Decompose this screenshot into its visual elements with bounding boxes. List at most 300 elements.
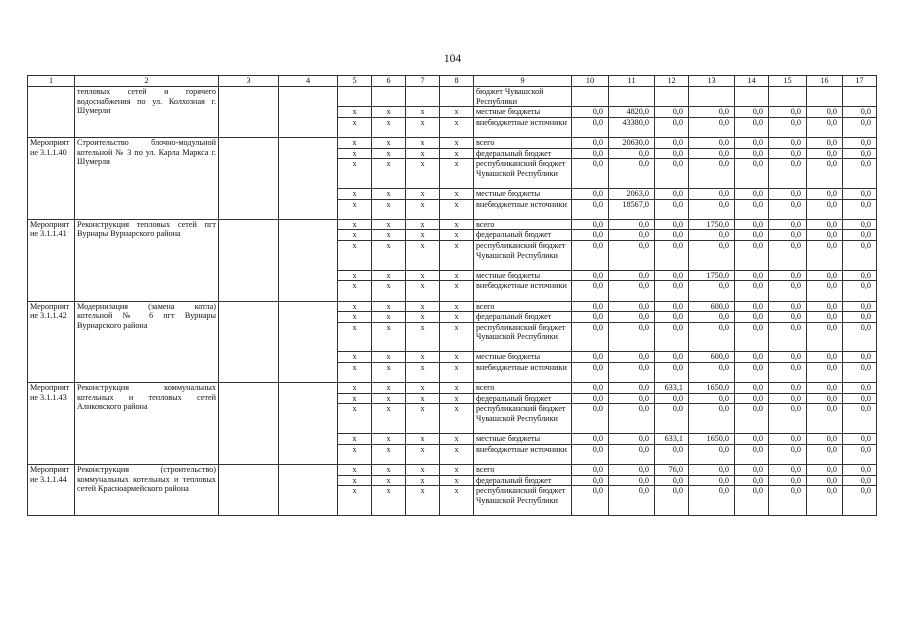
value-cell (735, 87, 769, 107)
code-cell: x (372, 281, 406, 301)
value-cell: 0,0 (735, 486, 769, 516)
funding-source: внебюджетные источники (474, 363, 572, 383)
value-cell: 0,0 (572, 270, 609, 281)
value-cell (807, 87, 843, 107)
value-cell: 0,0 (807, 465, 843, 476)
funding-source: федеральный бюджет (474, 393, 572, 404)
value-cell: 0,0 (735, 322, 769, 352)
value-cell: 76,0 (655, 465, 689, 476)
value-cell: 0,0 (609, 148, 655, 159)
value-cell: 1650,0 (689, 383, 735, 394)
value-cell: 0,0 (655, 393, 689, 404)
code-cell: x (372, 137, 406, 148)
code-cell: x (372, 434, 406, 445)
code-cell: x (338, 486, 372, 516)
value-cell: 0,0 (689, 486, 735, 516)
column-number-12: 12 (655, 76, 689, 87)
value-cell: 0,0 (769, 444, 807, 464)
code-cell: x (372, 465, 406, 476)
value-cell (572, 87, 609, 107)
budget-table (27, 75, 877, 516)
code-cell: x (372, 240, 406, 270)
value-cell: 0,0 (735, 393, 769, 404)
code-cell: x (440, 404, 474, 434)
value-cell: 0,0 (609, 404, 655, 434)
column-number-1: 1 (28, 76, 75, 87)
value-cell: 0,0 (572, 486, 609, 516)
value-cell: 0,0 (572, 219, 609, 230)
value-cell: 0,0 (655, 486, 689, 516)
value-cell: 0,0 (843, 312, 877, 323)
funding-source: всего (474, 383, 572, 394)
code-cell: x (406, 188, 440, 199)
code-cell: x (406, 281, 440, 301)
page-number: 104 (443, 53, 462, 65)
value-cell: 0,0 (735, 281, 769, 301)
code-cell: x (406, 137, 440, 148)
value-cell: 0,0 (572, 188, 609, 199)
value-cell: 18567,0 (609, 199, 655, 219)
value-cell: 0,0 (655, 444, 689, 464)
code-cell: x (440, 322, 474, 352)
value-cell: 0,0 (572, 230, 609, 241)
value-cell: 0,0 (769, 107, 807, 118)
code-cell: x (338, 404, 372, 434)
code-cell: x (338, 465, 372, 476)
code-cell: x (406, 393, 440, 404)
value-cell: 0,0 (689, 188, 735, 199)
value-cell: 0,0 (655, 240, 689, 270)
code-cell: x (406, 219, 440, 230)
value-cell: 0,0 (735, 107, 769, 118)
value-cell: 0,0 (572, 465, 609, 476)
value-cell: 0,0 (769, 137, 807, 148)
value-cell: 0,0 (769, 159, 807, 189)
code-cell (406, 87, 440, 107)
value-cell: 0,0 (572, 404, 609, 434)
code-cell: x (372, 270, 406, 281)
value-cell: 0,0 (843, 383, 877, 394)
value-cell: 0,0 (769, 188, 807, 199)
value-cell: 0,0 (843, 107, 877, 118)
value-cell: 0,0 (843, 352, 877, 363)
value-cell: 1750,0 (689, 219, 735, 230)
value-cell: 0,0 (769, 219, 807, 230)
value-cell: 0,0 (689, 230, 735, 241)
value-cell: 0,0 (735, 219, 769, 230)
funding-source: местные бюджеты (474, 270, 572, 281)
value-cell: 0,0 (655, 312, 689, 323)
value-cell: 0,0 (689, 404, 735, 434)
column-number-2: 2 (75, 76, 219, 87)
value-cell: 0,0 (655, 159, 689, 189)
value-cell: 0,0 (807, 444, 843, 464)
code-cell: x (406, 444, 440, 464)
value-cell: 0,0 (807, 404, 843, 434)
code-cell: x (372, 107, 406, 118)
value-cell: 0,0 (689, 117, 735, 137)
value-cell: 0,0 (769, 465, 807, 476)
value-cell: 0,0 (807, 230, 843, 241)
value-cell: 0,0 (843, 137, 877, 148)
value-cell: 4820,0 (609, 107, 655, 118)
value-cell: 0,0 (572, 475, 609, 486)
funding-source: внебюджетные источники (474, 444, 572, 464)
column-4-cell (279, 383, 338, 465)
column-number-10: 10 (572, 76, 609, 87)
funding-source: местные бюджеты (474, 107, 572, 118)
value-cell: 0,0 (807, 188, 843, 199)
value-cell: 0,0 (689, 322, 735, 352)
value-cell: 0,0 (655, 188, 689, 199)
value-cell: 0,0 (769, 434, 807, 445)
code-cell: x (406, 322, 440, 352)
value-cell: 0,0 (807, 148, 843, 159)
column-number-16: 16 (807, 76, 843, 87)
value-cell: 0,0 (807, 137, 843, 148)
code-cell: x (440, 301, 474, 312)
code-cell: x (440, 434, 474, 445)
code-cell: x (372, 322, 406, 352)
code-cell: x (406, 486, 440, 516)
funding-source: федеральный бюджет (474, 312, 572, 323)
value-cell: 0,0 (769, 240, 807, 270)
value-cell: 0,0 (735, 137, 769, 148)
value-cell: 0,0 (655, 363, 689, 383)
value-cell: 0,0 (735, 465, 769, 476)
code-cell: x (406, 148, 440, 159)
value-cell: 0,0 (572, 363, 609, 383)
value-cell: 0,0 (807, 281, 843, 301)
funding-source: республиканский бюджет Чувашской Республики (474, 322, 572, 352)
funding-source: внебюджетные источники (474, 117, 572, 137)
value-cell: 0,0 (769, 393, 807, 404)
value-cell: 0,0 (769, 475, 807, 486)
code-cell: x (406, 159, 440, 189)
value-cell: 0,0 (572, 117, 609, 137)
value-cell: 0,0 (769, 352, 807, 363)
code-cell: x (372, 352, 406, 363)
value-cell: 0,0 (843, 281, 877, 301)
column-number-8: 8 (440, 76, 474, 87)
value-cell: 0,0 (609, 159, 655, 189)
value-cell: 0,0 (609, 444, 655, 464)
table-row (28, 383, 877, 394)
value-cell: 0,0 (735, 148, 769, 159)
value-cell: 0,0 (689, 240, 735, 270)
value-cell: 0,0 (689, 148, 735, 159)
value-cell: 0,0 (609, 240, 655, 270)
value-cell: 0,0 (572, 281, 609, 301)
column-number-9: 9 (474, 76, 572, 87)
value-cell: 0,0 (572, 137, 609, 148)
code-cell: x (440, 219, 474, 230)
value-cell: 0,0 (807, 219, 843, 230)
column-4-cell (279, 219, 338, 301)
value-cell: 0,0 (609, 383, 655, 394)
code-cell: x (372, 230, 406, 241)
code-cell: x (372, 199, 406, 219)
value-cell: 0,0 (735, 383, 769, 394)
funding-source: республиканский бюджет Чувашской Республики (474, 404, 572, 434)
funding-source: внебюджетные источники (474, 199, 572, 219)
table-row (28, 219, 877, 230)
value-cell: 0,0 (769, 270, 807, 281)
column-number-6: 6 (372, 76, 406, 87)
value-cell: 0,0 (735, 434, 769, 445)
code-cell: x (338, 383, 372, 394)
value-cell: 0,0 (807, 159, 843, 189)
value-cell: 0,0 (572, 434, 609, 445)
code-cell: x (440, 188, 474, 199)
code-cell: x (440, 107, 474, 118)
funding-source: республиканский бюджет Чувашской Республики (474, 240, 572, 270)
column-3-cell (219, 301, 279, 383)
code-cell: x (338, 107, 372, 118)
code-cell: x (406, 465, 440, 476)
code-cell: x (372, 117, 406, 137)
code-cell: x (440, 159, 474, 189)
column-number-5: 5 (338, 76, 372, 87)
code-cell: x (440, 444, 474, 464)
measure-id: Мероприятие 3.1.1.42 (28, 301, 75, 383)
measure-id: Мероприятие 3.1.1.41 (28, 219, 75, 301)
code-cell: x (440, 312, 474, 323)
value-cell: 0,0 (689, 444, 735, 464)
code-cell: x (440, 363, 474, 383)
value-cell: 0,0 (843, 159, 877, 189)
code-cell: x (406, 404, 440, 434)
code-cell: x (440, 465, 474, 476)
value-cell: 0,0 (689, 312, 735, 323)
funding-source: бюджет Чувашской Республики (474, 87, 572, 107)
value-cell: 0,0 (735, 230, 769, 241)
value-cell: 0,0 (769, 148, 807, 159)
value-cell: 0,0 (735, 159, 769, 189)
code-cell: x (406, 312, 440, 323)
code-cell: x (338, 281, 372, 301)
value-cell: 0,0 (735, 117, 769, 137)
value-cell: 0,0 (689, 199, 735, 219)
value-cell: 0,0 (843, 363, 877, 383)
value-cell: 0,0 (843, 270, 877, 281)
value-cell: 0,0 (572, 352, 609, 363)
code-cell: x (338, 312, 372, 323)
code-cell: x (338, 240, 372, 270)
value-cell: 0,0 (609, 363, 655, 383)
code-cell: x (372, 312, 406, 323)
value-cell (689, 87, 735, 107)
code-cell: x (338, 322, 372, 352)
table-row (28, 87, 877, 107)
code-cell: x (406, 107, 440, 118)
value-cell: 0,0 (655, 270, 689, 281)
value-cell: 0,0 (689, 281, 735, 301)
code-cell (440, 87, 474, 107)
code-cell: x (338, 393, 372, 404)
column-4-cell (279, 301, 338, 383)
code-cell: x (372, 444, 406, 464)
code-cell: x (406, 199, 440, 219)
value-cell: 0,0 (769, 230, 807, 241)
funding-source: республиканский бюджет Чувашской Республики (474, 159, 572, 189)
value-cell: 0,0 (735, 301, 769, 312)
value-cell: 0,0 (735, 188, 769, 199)
measure-name: Строительство блочно-модульной котельной № 3 по ул. Карла Маркса г. Шумерля (75, 137, 219, 219)
column-3-cell (219, 137, 279, 219)
funding-source: всего (474, 301, 572, 312)
value-cell (655, 87, 689, 107)
code-cell (372, 87, 406, 107)
value-cell: 0,0 (807, 301, 843, 312)
value-cell: 0,0 (735, 475, 769, 486)
value-cell: 0,0 (609, 312, 655, 323)
code-cell: x (406, 117, 440, 137)
value-cell: 0,0 (807, 240, 843, 270)
code-cell: x (440, 393, 474, 404)
funding-source: местные бюджеты (474, 188, 572, 199)
code-cell: x (406, 363, 440, 383)
value-cell: 0,0 (609, 475, 655, 486)
column-number-13: 13 (689, 76, 735, 87)
measure-name: Реконструкция коммунальных котельных и тепловых сетей Аликовского района (75, 383, 219, 465)
value-cell: 0,0 (572, 148, 609, 159)
value-cell: 0,0 (843, 148, 877, 159)
value-cell: 0,0 (807, 117, 843, 137)
column-3-cell (219, 219, 279, 301)
table-row (28, 137, 877, 148)
measure-name: тепловых сетей и горячего водоснабжения по ул. Колхозная г. Шумерли (75, 87, 219, 138)
value-cell: 0,0 (609, 393, 655, 404)
value-cell: 0,0 (735, 363, 769, 383)
column-4-cell (279, 465, 338, 516)
value-cell: 0,0 (609, 465, 655, 476)
code-cell: x (440, 117, 474, 137)
funding-source: федеральный бюджет (474, 475, 572, 486)
code-cell: x (372, 301, 406, 312)
value-cell: 0,0 (807, 393, 843, 404)
code-cell: x (372, 148, 406, 159)
value-cell: 0,0 (572, 199, 609, 219)
value-cell: 0,0 (843, 322, 877, 352)
value-cell: 0,0 (655, 219, 689, 230)
value-cell: 0,0 (609, 322, 655, 352)
value-cell: 20630,0 (609, 137, 655, 148)
value-cell: 0,0 (843, 199, 877, 219)
column-number-3: 3 (219, 76, 279, 87)
value-cell: 0,0 (735, 270, 769, 281)
measure-name: Модернизация (замена котла) котельной № 6 пгт Вурнары Вурнарского района (75, 301, 219, 383)
code-cell: x (338, 188, 372, 199)
value-cell: 0,0 (807, 312, 843, 323)
value-cell: 0,0 (655, 475, 689, 486)
code-cell: x (440, 240, 474, 270)
value-cell: 0,0 (807, 434, 843, 445)
value-cell: 43380,0 (609, 117, 655, 137)
value-cell: 0,0 (609, 281, 655, 301)
value-cell: 0,0 (689, 475, 735, 486)
column-number-14: 14 (735, 76, 769, 87)
code-cell: x (338, 230, 372, 241)
value-cell: 0,0 (609, 270, 655, 281)
value-cell: 0,0 (769, 404, 807, 434)
column-number-17: 17 (843, 76, 877, 87)
value-cell: 1650,0 (689, 434, 735, 445)
funding-source: всего (474, 465, 572, 476)
column-4-cell (279, 137, 338, 219)
value-cell: 0,0 (769, 486, 807, 516)
value-cell: 0,0 (572, 383, 609, 394)
value-cell: 0,0 (843, 475, 877, 486)
code-cell: x (440, 230, 474, 241)
value-cell: 0,0 (609, 486, 655, 516)
funding-source: местные бюджеты (474, 352, 572, 363)
code-cell: x (372, 393, 406, 404)
value-cell: 0,0 (769, 322, 807, 352)
value-cell: 0,0 (807, 199, 843, 219)
value-cell: 0,0 (572, 159, 609, 189)
value-cell: 0,0 (735, 199, 769, 219)
value-cell: 0,0 (689, 393, 735, 404)
code-cell: x (406, 383, 440, 394)
funding-source: федеральный бюджет (474, 230, 572, 241)
value-cell: 0,0 (843, 444, 877, 464)
table-row (28, 465, 877, 476)
value-cell: 0,0 (735, 240, 769, 270)
value-cell: 0,0 (572, 444, 609, 464)
code-cell: x (338, 159, 372, 189)
code-cell: x (406, 240, 440, 270)
value-cell: 0,0 (735, 404, 769, 434)
value-cell: 0,0 (655, 322, 689, 352)
value-cell: 0,0 (843, 117, 877, 137)
code-cell: x (338, 434, 372, 445)
value-cell: 0,0 (735, 444, 769, 464)
code-cell: x (406, 230, 440, 241)
code-cell: x (372, 475, 406, 486)
code-cell: x (338, 148, 372, 159)
code-cell: x (372, 363, 406, 383)
value-cell: 1750,0 (689, 270, 735, 281)
funding-source: республиканский бюджет Чувашской Республики (474, 486, 572, 516)
value-cell: 0,0 (843, 486, 877, 516)
value-cell: 0,0 (807, 475, 843, 486)
header-row (28, 76, 877, 87)
code-cell: x (440, 137, 474, 148)
measure-name: Реконструкция (строительство) коммунальных котельных и тепловых сетей Красноармейского района (75, 465, 219, 516)
value-cell: 0,0 (807, 383, 843, 394)
column-number-7: 7 (406, 76, 440, 87)
code-cell: x (372, 159, 406, 189)
code-cell: x (338, 352, 372, 363)
code-cell: x (372, 383, 406, 394)
column-number-15: 15 (769, 76, 807, 87)
funding-source: всего (474, 137, 572, 148)
value-cell: 0,0 (769, 281, 807, 301)
value-cell: 0,0 (769, 301, 807, 312)
column-4-cell (279, 87, 338, 138)
code-cell: x (406, 434, 440, 445)
value-cell: 0,0 (609, 352, 655, 363)
value-cell: 0,0 (655, 230, 689, 241)
value-cell: 0,0 (807, 363, 843, 383)
column-3-cell (219, 383, 279, 465)
value-cell: 0,0 (572, 322, 609, 352)
code-cell: x (440, 383, 474, 394)
code-cell: x (440, 486, 474, 516)
value-cell (769, 87, 807, 107)
value-cell (843, 87, 877, 107)
